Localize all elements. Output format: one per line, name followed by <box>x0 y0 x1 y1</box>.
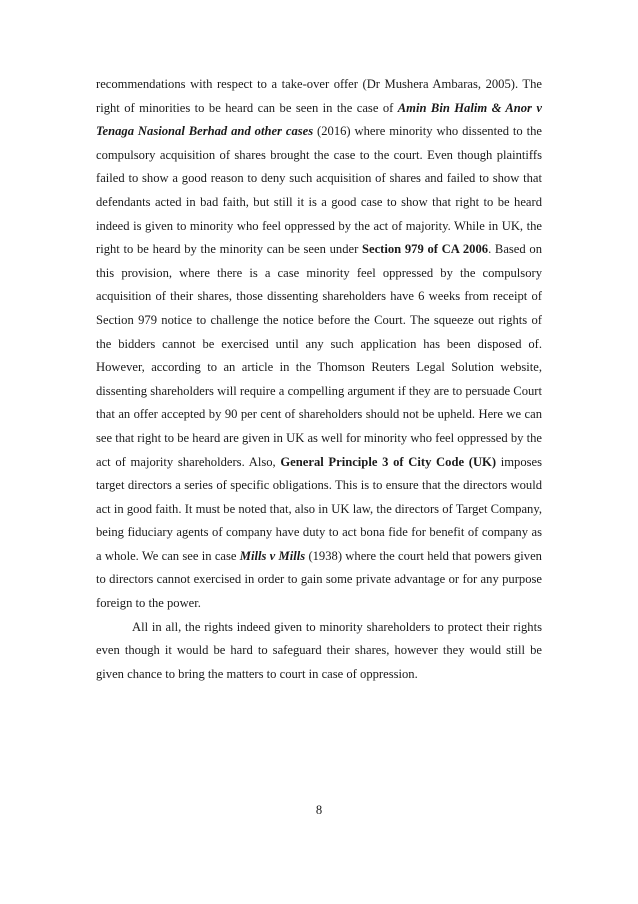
text-run: recommendations with respect to a take-over offer (Dr Mushera Ambaras, 2005). The right of minorities to be heard can be seen in the case of <box>96 77 542 115</box>
paragraph-1 <box>96 73 542 616</box>
body-text <box>96 73 542 686</box>
case-citation-amin-bin-halim: Amin Bin Halim & Anor v Tenaga Nasional Berhad and other cases <box>96 100 542 139</box>
statute-reference-general-principle-3: General Principle 3 of City Code (UK) <box>280 454 497 469</box>
text-run: (2016) where minority who dissented to the compulsory acquisition of shares brought the case to the court. Even though plaintiffs failed to show a good reason to deny such acquisition of shares and failed to show that defendants acted in bad faith, but still it is a good case to show that right to be heard indeed is given to minority who feel oppressed by the act of majority. While in UK, the right to be heard by the minority can be seen under <box>96 124 542 257</box>
statute-reference-section-979: Section 979 of CA 2006 <box>361 242 489 257</box>
text-run: All in all, the rights indeed given to minority shareholders to protect their rights even though it would be hard to safeguard their shares, however they would still be given chance to bring the matters to court in case of oppression. <box>96 619 542 681</box>
paragraph-2 <box>96 616 542 687</box>
text-run: imposes target directors a series of specific obligations. This is to ensure that the directors would act in good faith. It must be noted that, also in UK law, the directors of Target Company, being fiduciary agents of company have duty to act bona fide for benefit of company as a whole. We can see in case <box>96 454 543 563</box>
page-number: 8 <box>315 803 323 817</box>
text-run: (1938) where the court held that powers given to directors cannot exercised in order to gain some private advantage or for any purpose foreign to the power. <box>96 548 542 611</box>
case-citation-mills-v-mills: Mills v Mills <box>239 548 306 563</box>
text-run: . Based on this provision, where there is a case minority feel oppressed by the compulsory acquisition of their shares, those dissenting shareholders have 6 weeks from receipt of Section 979 notice to challenge the notice before the Court. The squeeze out rights of the bidders cannot be exercised until any such application has been disposed of. However, according to an article in the Thomson Reuters Legal Solution website, dissenting shareholders will require a compelling argument if they are to persuade Court that an offer accepted by 90 per cent of shareholders should not be upheld. Here we can see that right to be heard are given in UK as well for minority who feel oppressed by the act of majority shareholders. Also, <box>96 242 542 469</box>
